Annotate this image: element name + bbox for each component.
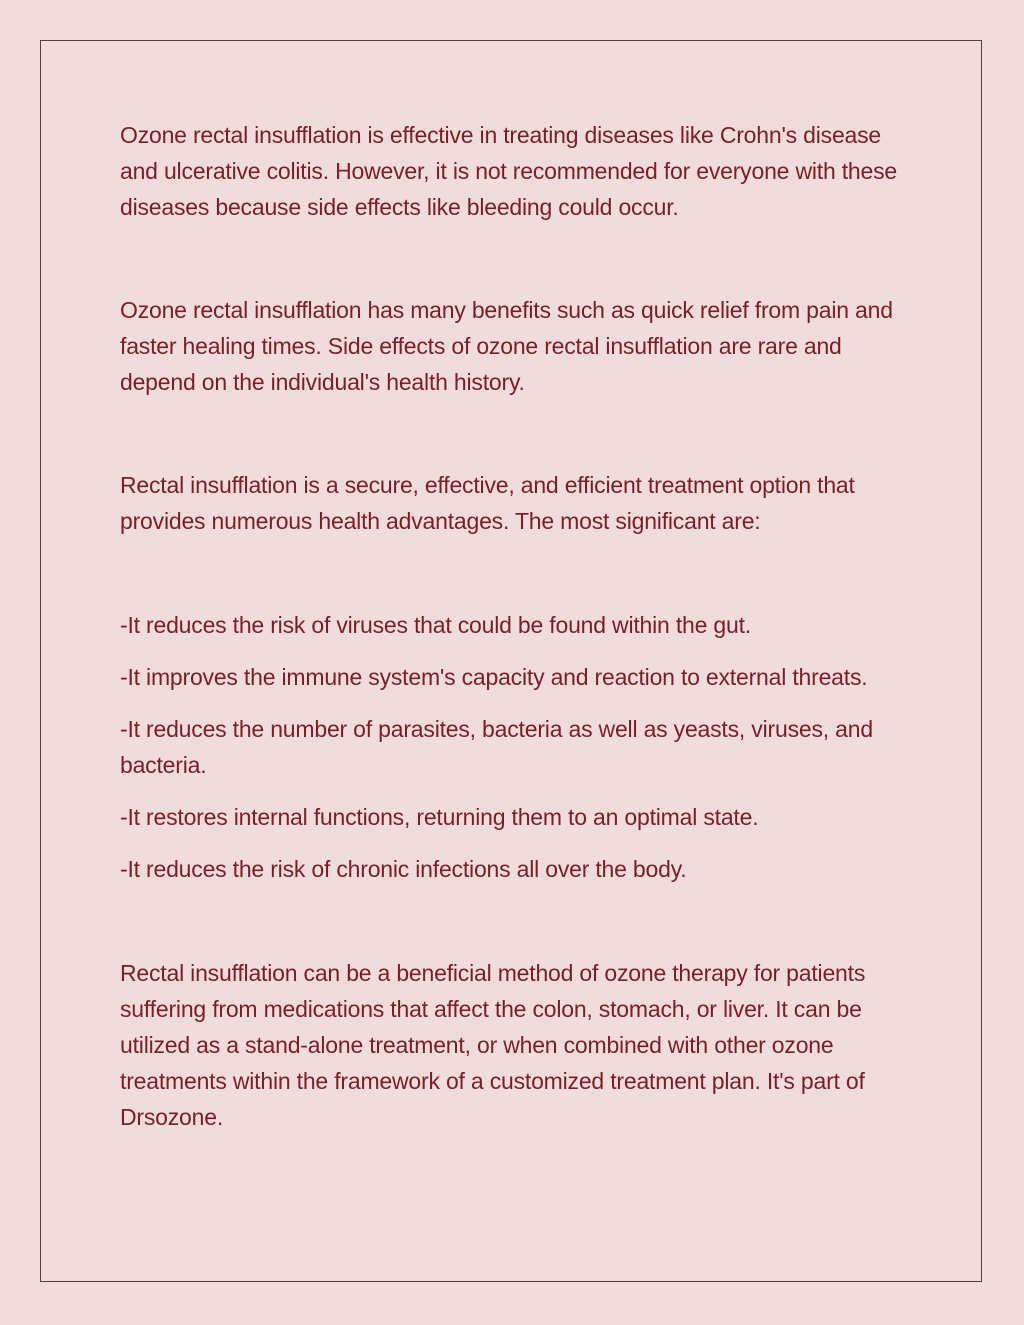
paragraph-benefits: Ozone rectal insufflation has many benefits such as quick relief from pain and faster healing times. Side effects of ozone rectal insufflation are rare and depend on the individual's health history. xyxy=(120,297,893,395)
paragraph-advantages-intro: Rectal insufflation is a secure, effective, and efficient treatment option that provides numerous health advantages. The most significant are: xyxy=(120,472,855,534)
document-body xyxy=(120,117,900,1135)
paragraph-ulcerative-colitis: Ozone rectal insufflation is effective in treating diseases like Crohn's disease and ulcerative colitis. However, it is not recommended for everyone with these diseases because side effects like bleeding could occur. xyxy=(120,122,898,220)
list-item: -It reduces the risk of chronic infections all over the body. xyxy=(120,856,687,882)
list-item: -It reduces the number of parasites, bacteria as well as yeasts, viruses, and bacteria. xyxy=(120,716,873,778)
list-item: -It restores internal functions, returning them to an optimal state. xyxy=(120,804,759,830)
list-item: -It improves the immune system's capacity and reaction to external threats. xyxy=(120,664,868,690)
advantages-list xyxy=(120,607,900,887)
paragraph-closing: Rectal insufflation can be a beneficial method of ozone therapy for patients suffering from medications that affect the colon, stomach, or liver. It can be utilized as a stand-alone treatment, or when combined with other ozone treatments within the framework of a customized treatment plan. It's part of Drsozone. xyxy=(120,960,866,1130)
list-item: -It reduces the risk of viruses that could be found within the gut. xyxy=(120,612,751,638)
